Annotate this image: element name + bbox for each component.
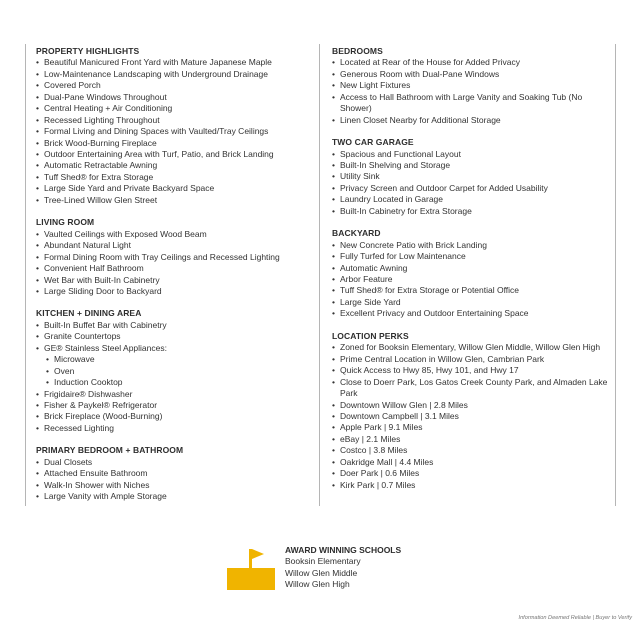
- feature-item: • Large Side Yard: [332, 297, 608, 308]
- feature-item: • Excellent Privacy and Outdoor Entertaining Space: [332, 308, 608, 319]
- feature-sub-item: • Oven: [36, 366, 314, 377]
- feature-list: [36, 229, 314, 298]
- feature-item: • Doer Park | 0.6 Miles: [332, 468, 608, 479]
- feature-item: • Tuff Shed® for Extra Storage or Potential Office: [332, 285, 608, 296]
- feature-item: • Oakridge Mall | 4.4 Miles: [332, 457, 608, 468]
- feature-list: [332, 240, 608, 320]
- section-title: PROPERTY HIGHLIGHTS: [36, 46, 140, 56]
- feature-list: [36, 320, 314, 435]
- feature-item: • Attached Ensuite Bathroom: [36, 468, 314, 479]
- feature-item: • Fully Turfed for Low Maintenance: [332, 251, 608, 262]
- school-name: Booksin Elementary: [285, 556, 361, 567]
- feature-item: • Quick Access to Hwy 85, Hwy 101, and Hwy 17: [332, 365, 608, 376]
- right-divider: [615, 44, 616, 506]
- feature-list: [332, 342, 608, 491]
- left-column: [36, 46, 314, 514]
- feature-item: • Wet Bar with Built-In Cabinetry: [36, 275, 314, 286]
- feature-item: • Dual Closets: [36, 457, 314, 468]
- feature-item: • Large Vanity with Ample Storage: [36, 491, 314, 502]
- section-title: BACKYARD: [332, 228, 381, 239]
- feature-sub-item: • Microwave: [36, 354, 314, 365]
- feature-list: [36, 457, 314, 503]
- section-title: PRIMARY BEDROOM + BATHROOM: [36, 445, 184, 456]
- feature-item: • Kirk Park | 0.7 Miles: [332, 480, 608, 491]
- feature-item: • Granite Countertops: [36, 331, 314, 342]
- section-title: TWO CAR GARAGE: [332, 137, 414, 148]
- feature-item: • Spacious and Functional Layout: [332, 149, 608, 160]
- section: [36, 445, 314, 502]
- section: [332, 46, 608, 126]
- feature-item: • Large Side Yard and Private Backyard Space: [36, 183, 314, 194]
- feature-item: • Large Sliding Door to Backyard: [36, 286, 314, 297]
- feature-item: • Low-Maintenance Landscaping with Underground Drainage: [36, 69, 314, 80]
- feature-item: • Vaulted Ceilings with Exposed Wood Beam: [36, 229, 314, 240]
- flag-icon: [226, 547, 276, 591]
- feature-item: • Close to Doerr Park, Los Gatos Creek County Park, and Almaden Lake Park: [332, 377, 608, 400]
- feature-item: • Abundant Natural Light: [36, 240, 314, 251]
- feature-item: • Formal Dining Room with Tray Ceilings and Recessed Lighting: [36, 252, 314, 263]
- feature-list: [332, 57, 608, 126]
- feature-item: • Prime Central Location in Willow Glen, Cambrian Park: [332, 354, 608, 365]
- feature-item: • Outdoor Entertaining Area with Turf, Patio, and Brick Landing: [36, 149, 314, 160]
- section: [36, 46, 314, 206]
- section: [36, 217, 314, 297]
- feature-item: • Tree-Lined Willow Glen Street: [36, 195, 314, 206]
- feature-item: • Convenient Half Bathroom: [36, 263, 314, 274]
- right-column: [332, 46, 608, 502]
- feature-item: • Costco | 3.8 Miles: [332, 445, 608, 456]
- feature-item: • Fisher & Paykel® Refrigerator: [36, 400, 314, 411]
- section: [36, 308, 314, 434]
- section-title: BEDROOMS: [332, 46, 383, 56]
- feature-item: • Laundry Located in Garage: [332, 194, 608, 205]
- feature-item: • GE® Stainless Steel Appliances:: [36, 343, 314, 354]
- feature-item: • Privacy Screen and Outdoor Carpet for Added Usability: [332, 183, 608, 194]
- feature-item: • eBay | 2.1 Miles: [332, 434, 608, 445]
- feature-item: • Built-In Shelving and Storage: [332, 160, 608, 171]
- feature-item: • Zoned for Booksin Elementary, Willow Glen Middle, Willow Glen High: [332, 342, 608, 353]
- section-title: LOCATION PERKS: [332, 330, 409, 341]
- feature-item: • Arbor Feature: [332, 274, 608, 285]
- feature-item: • Utility Sink: [332, 171, 608, 182]
- feature-item: • Frigidaire® Dishwasher: [36, 389, 314, 400]
- disclaimer: Information Deemed Reliable | Buyer to Verify: [518, 615, 632, 621]
- feature-sub-item: • Induction Cooktop: [36, 377, 314, 388]
- feature-item: • Tuff Shed® for Extra Storage: [36, 172, 314, 183]
- feature-item: • Recessed Lighting: [36, 423, 314, 434]
- school-name: Willow Glen Middle: [285, 567, 358, 578]
- feature-item: • Access to Hall Bathroom with Large Vanity and Soaking Tub (No Shower): [332, 92, 608, 115]
- feature-list: [332, 149, 608, 218]
- feature-item: • Automatic Awning: [332, 263, 608, 274]
- section: [332, 331, 608, 491]
- section: [332, 137, 608, 217]
- feature-item: • Dual-Pane Windows Throughout: [36, 92, 314, 103]
- feature-item: • Brick Fireplace (Wood-Burning): [36, 411, 314, 422]
- schools-title: AWARD WINNING SCHOOLS: [285, 545, 402, 555]
- left-divider: [25, 44, 26, 506]
- feature-item: • Built-In Buffet Bar with Cabinetry: [36, 320, 314, 331]
- section-title: KITCHEN + DINING AREA: [36, 308, 142, 319]
- feature-item: • Beautiful Manicured Front Yard with Mature Japanese Maple: [36, 57, 314, 68]
- feature-item: • Brick Wood-Burning Fireplace: [36, 138, 314, 149]
- school-name: Willow Glen High: [285, 579, 350, 590]
- feature-item: • Linen Closet Nearby for Additional Storage: [332, 115, 608, 126]
- feature-item: • New Concrete Patio with Brick Landing: [332, 240, 608, 251]
- feature-item: • Generous Room with Dual-Pane Windows: [332, 69, 608, 80]
- feature-item: • Recessed Lighting Throughout: [36, 115, 314, 126]
- feature-item: • Walk-In Shower with Niches: [36, 480, 314, 491]
- schools-text: [285, 545, 401, 591]
- feature-item: • Covered Porch: [36, 80, 314, 91]
- feature-list: [36, 57, 314, 206]
- feature-item: • Automatic Retractable Awning: [36, 160, 314, 171]
- feature-item: • New Light Fixtures: [332, 80, 608, 91]
- feature-item: • Central Heating + Air Conditioning: [36, 103, 314, 114]
- feature-item: • Downtown Willow Glen | 2.8 Miles: [332, 400, 608, 411]
- feature-item: • Built-In Cabinetry for Extra Storage: [332, 206, 608, 217]
- award-schools-block: [226, 545, 426, 593]
- feature-item: • Located at Rear of the House for Added Privacy: [332, 57, 608, 68]
- center-divider: [319, 44, 320, 506]
- feature-item: • Apple Park | 9.1 Miles: [332, 422, 608, 433]
- feature-item: • Formal Living and Dining Spaces with Vaulted/Tray Ceilings: [36, 126, 314, 137]
- section: [332, 228, 608, 320]
- section-title: LIVING ROOM: [36, 217, 95, 228]
- feature-item: • Downtown Campbell | 3.1 Miles: [332, 411, 608, 422]
